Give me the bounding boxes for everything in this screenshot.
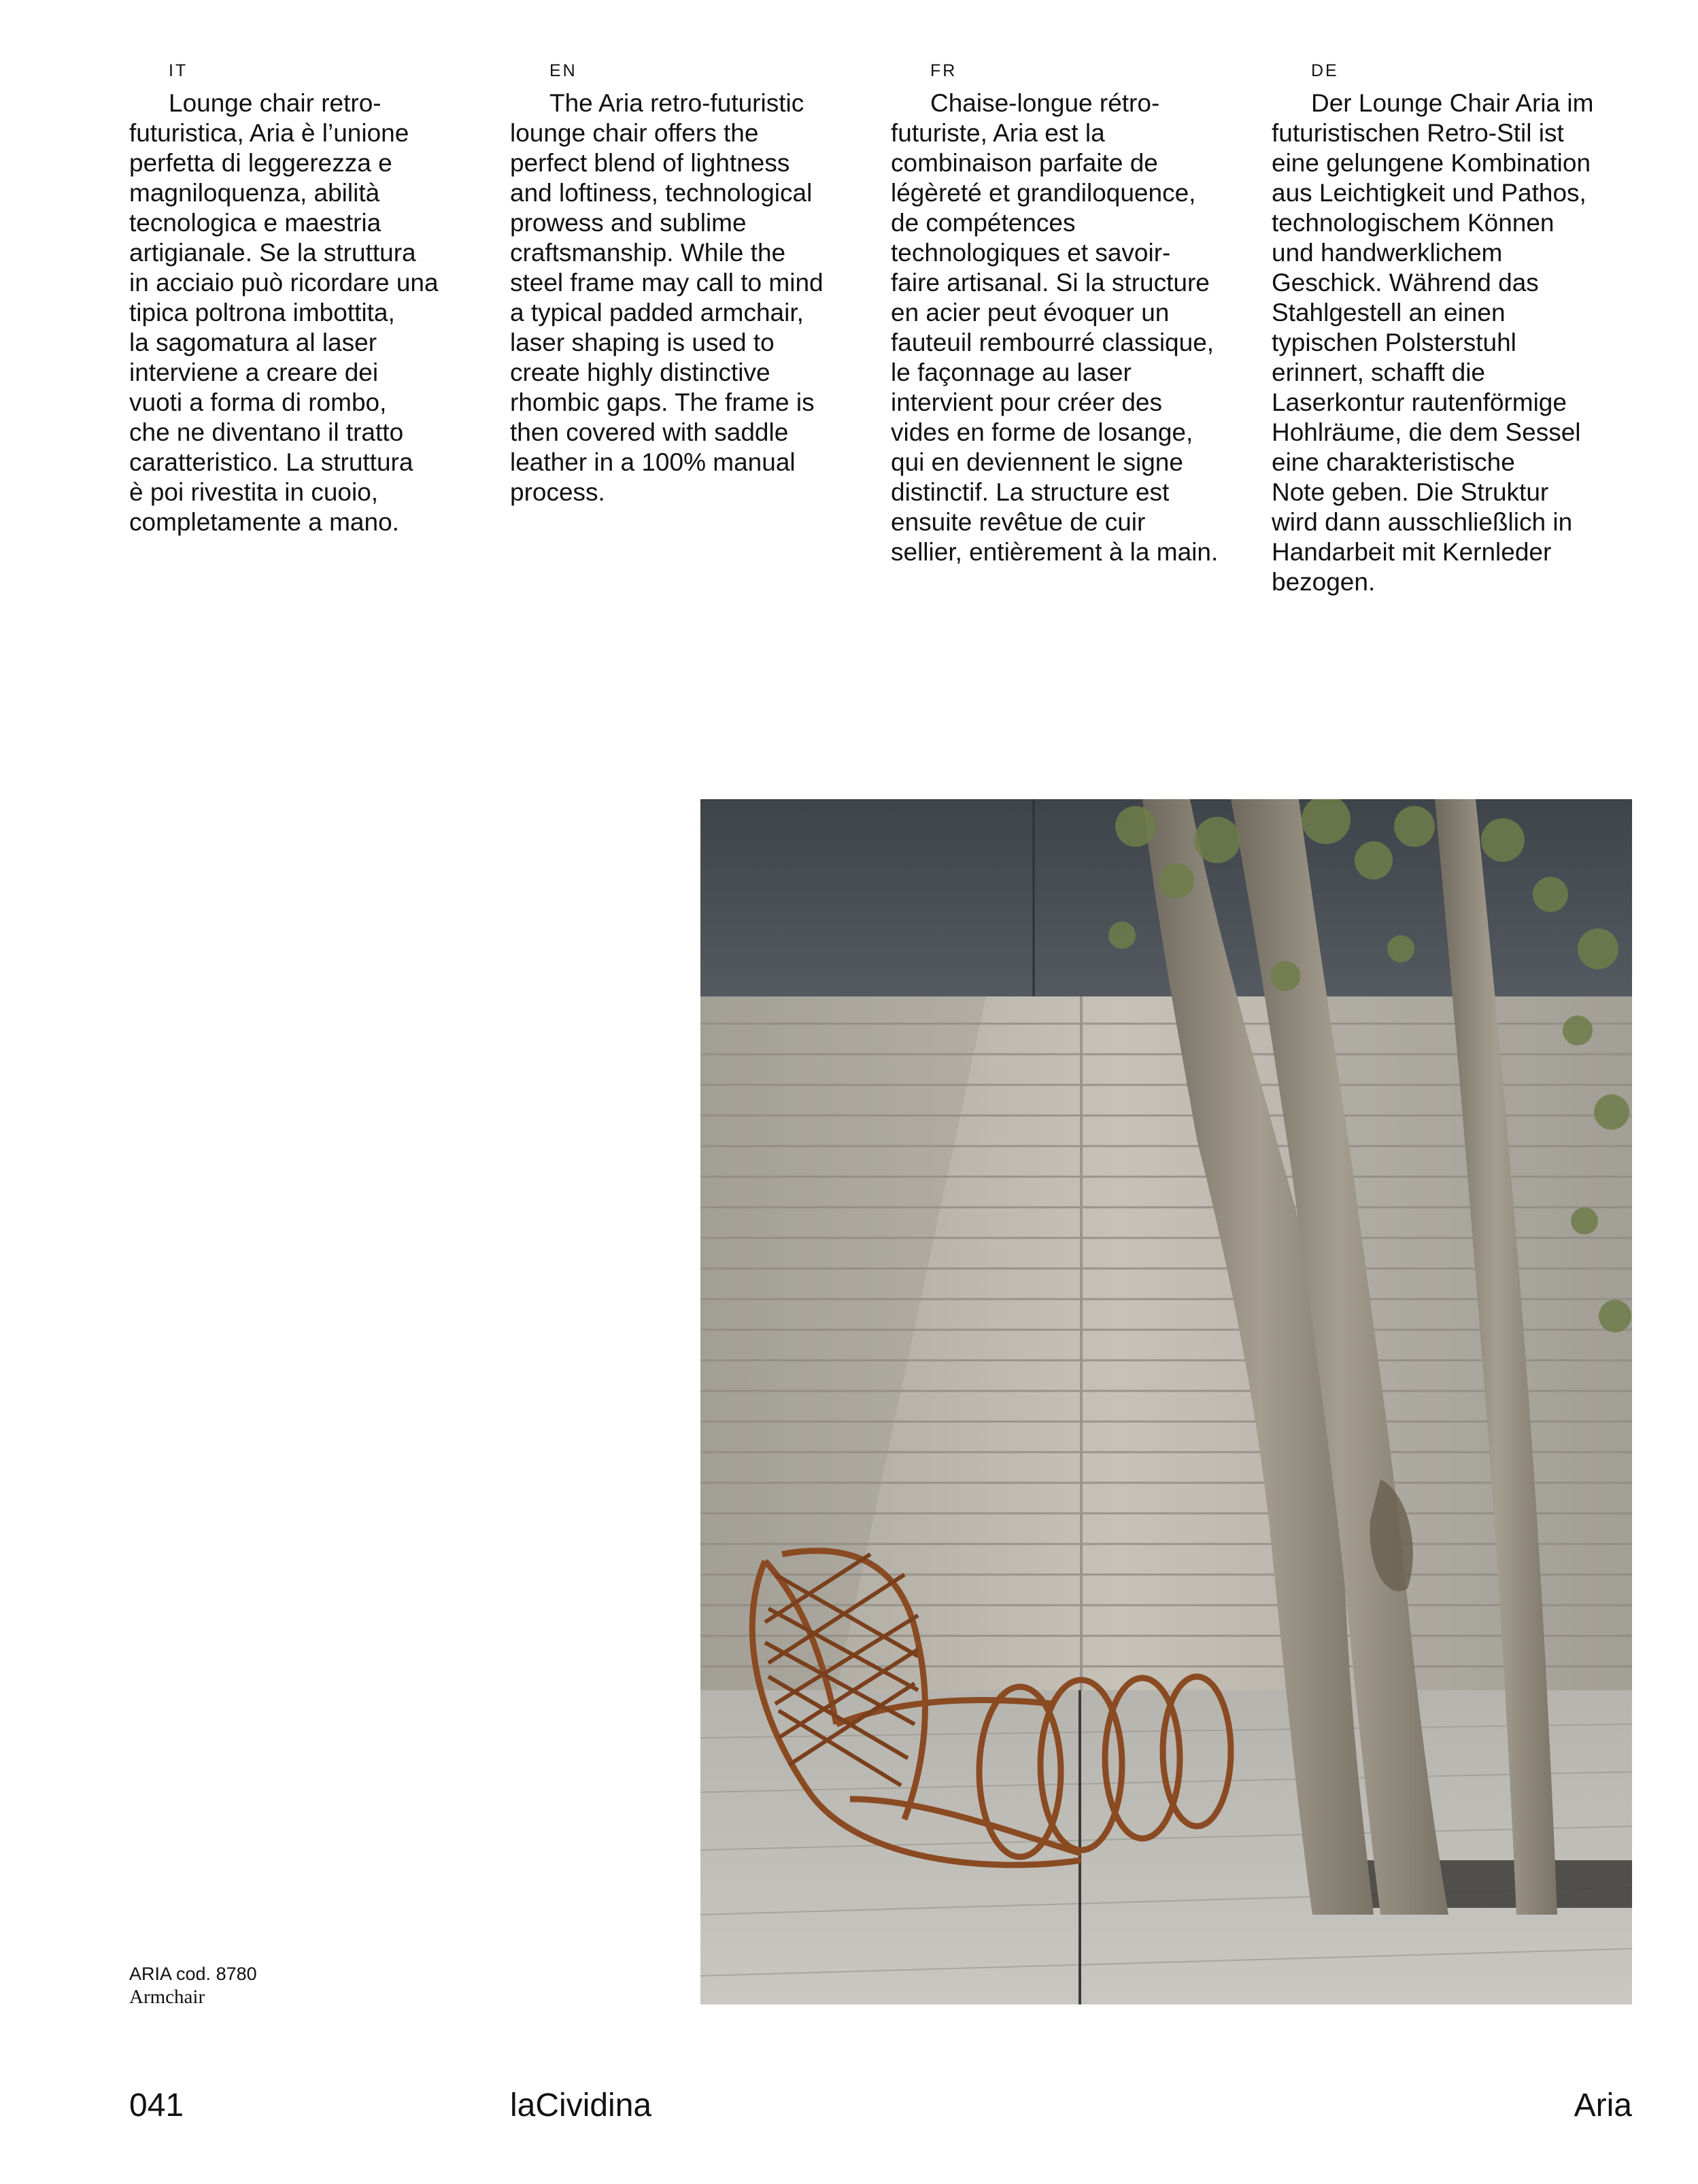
product-code: ARIA cod. 8780 <box>129 1964 257 1984</box>
column-german <box>1272 60 1639 597</box>
brand-name: laCividina <box>510 2087 652 2123</box>
language-label-de: DE <box>1311 61 1339 80</box>
body-text-it: Lounge chair retro- futuristica, Aria è l’unione perfetta di leggerezza e magniloquenza, abilità tecnologica e maestria artigianale. Se la struttura in acciaio può ricordare una tipica poltrona imbottita, la sagomatura al laser interviene a creare dei vuoti a forma di rombo, che ne diventano il tratto caratteristico. La struttura è poi rivestita in cuoio, completamente a mano. <box>129 89 439 536</box>
column-italian <box>129 60 483 537</box>
body-text-fr: Chaise-longue rétro- futuriste, Aria est la combinaison parfaite de légèreté et grandiloquence, de compétences technologiques et savoir- faire artisanal. Si la structure en acier peut évoquer un fauteuil rembourré classique, le façonnage au laser intervient pour créer des vides en forme de losange, qui en deviennent le signe distinctif. La structure est ensuite revêtue de cuir sellier, entièrement à la main. <box>891 89 1219 566</box>
collection-name: Aria <box>1574 2087 1632 2123</box>
product-type: Armchair <box>129 1986 205 2008</box>
column-french <box>891 60 1244 567</box>
language-label-fr: FR <box>930 61 957 80</box>
photo-caption <box>129 1962 257 2009</box>
language-label-it: IT <box>169 61 188 80</box>
language-label-en: EN <box>549 61 577 80</box>
product-photo <box>700 799 1632 2004</box>
body-text-en: The Aria retro-futuristic lounge chair offers the perfect blend of lightness and loftiness, technological prowess and sublime craftsmanship. While the steel frame may call to mind a typical padded armchair, laser shaping is used to create highly distinctive rhombic gaps. The frame is then covered with saddle leather in a 100% manual process. <box>510 89 823 506</box>
body-text-de: Der Lounge Chair Aria im futuristischen Retro-Stil ist eine gelungene Kombination aus Leichtigkeit und Pathos, technologischem Können und handwerklichem Geschick. Während das Stahlgestell an einen typischen Polsterstuhl erinnert, schafft die Laserkontur rautenförmige Hohlräume, die dem Sessel eine charakteristische Note geben. Die Struktur wird dann ausschließlich in Handarbeit mit Kernleder bezogen. <box>1272 89 1594 596</box>
page-number: 041 <box>129 2087 184 2123</box>
column-english <box>510 60 864 507</box>
